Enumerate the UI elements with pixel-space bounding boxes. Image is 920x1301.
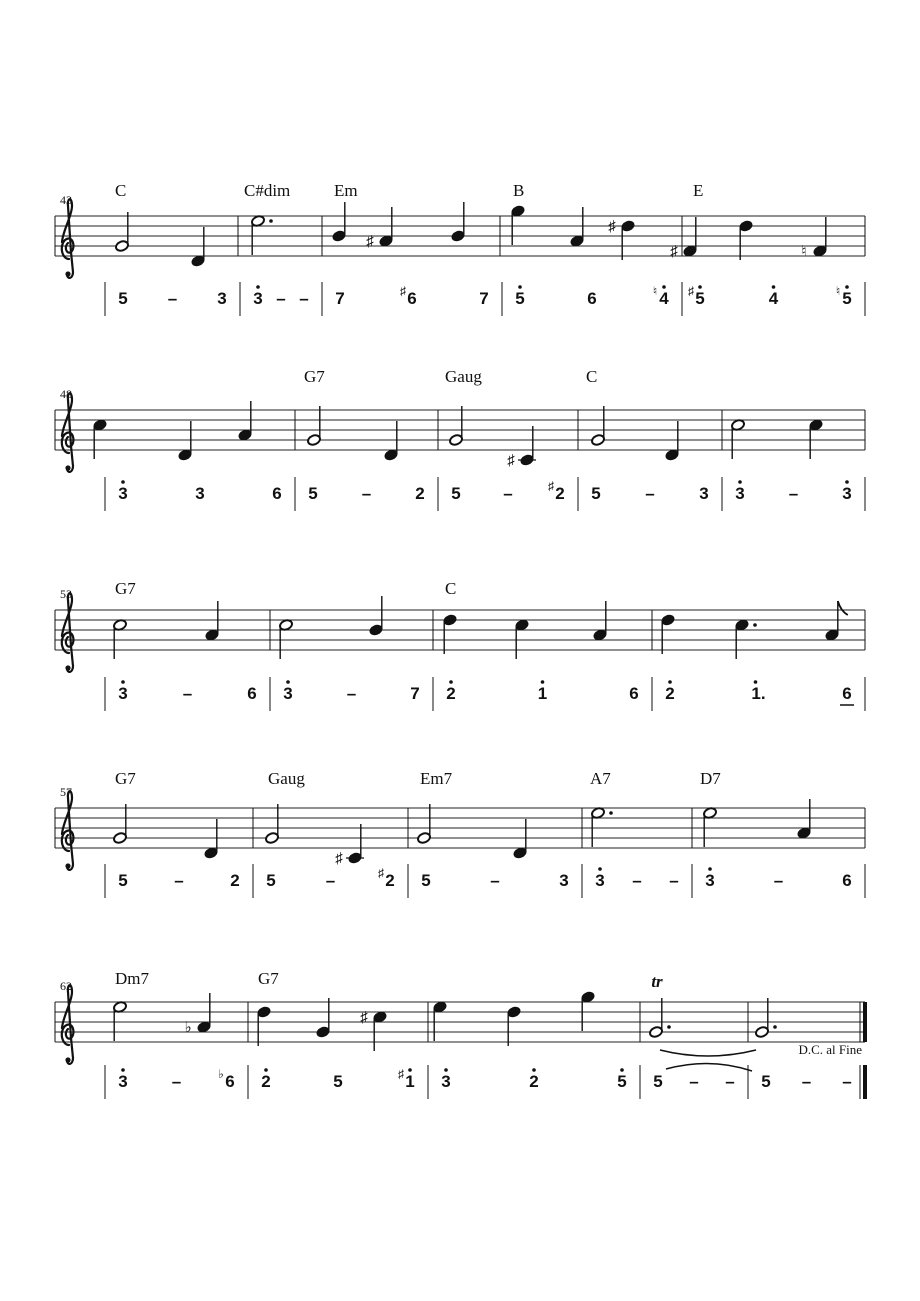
octave-dot [408,1068,412,1072]
note [316,998,331,1038]
octave-dot [662,285,666,289]
jianpu-note: 3 [735,484,745,503]
note [513,819,528,859]
note [335,824,364,867]
note [115,212,130,252]
note [332,202,347,242]
jianpu-note: 2 [385,871,395,890]
accidental-icon: ♯ [366,234,374,250]
treble-clef-path [62,985,74,1064]
octave-dot [708,867,712,871]
jianpu-note: 3 [441,1072,451,1091]
jianpu-note: 4 [768,289,779,308]
octave-dot [598,867,602,871]
octave-dot [668,680,672,684]
note [515,619,530,659]
jianpu-note: 3 [118,1072,128,1091]
accidental-icon: ♯ [507,453,515,469]
accidental-icon: ♯ [608,219,616,235]
treble-clef-dot [65,863,70,868]
note [251,215,273,255]
treble-clef-icon [62,593,74,672]
jianpu-note: 5 [515,289,525,308]
chord-symbol: C [445,579,457,598]
jianpu-note: 6 [225,1072,235,1091]
octave-dot [286,680,290,684]
note [307,406,322,446]
jianpu-note: 3 [283,684,293,703]
tie-arc [660,1050,756,1056]
chord-symbol: Em [334,181,358,200]
jianpu-note: 3 [699,484,709,503]
octave-dot [698,285,702,289]
note [825,601,848,641]
measure-number: 62 [60,979,72,993]
chord-symbol: C#dim [244,181,291,200]
treble-clef-icon [62,393,74,472]
jianpu-note: 5 [421,871,431,890]
jianpu-note: 5 [266,871,276,890]
note [113,1001,128,1041]
jianpu-note: 7 [479,289,489,308]
note [113,619,128,659]
octave-dot [845,285,849,289]
chord-symbol: E [693,181,704,200]
note [443,614,458,654]
accidental-icon: ♭ [184,1020,192,1036]
jianpu-accidental-icon: ♯ [548,479,554,493]
jianpu-note: 3 [195,484,205,503]
jianpu-note: 6 [407,289,417,308]
measure-number: 53 [60,587,72,601]
note [739,220,754,260]
note [809,419,824,459]
jianpu-dash: – [276,289,286,308]
jianpu-dash: – [788,484,799,503]
accidental-icon: ♯ [670,244,678,260]
jianpu-note: 6 [587,289,597,308]
jianpu-note: 6 [842,684,852,703]
note [93,419,108,459]
jianpu-dash: – [171,1072,182,1091]
note [801,217,827,260]
jianpu-note: 5 [308,484,318,503]
augmentation-dot [753,623,757,627]
note [507,1006,522,1046]
octave-dot [264,1068,268,1072]
note [593,601,608,641]
note [205,601,220,641]
jianpu-note: 2 [415,484,425,503]
accidental-icon: ♯ [335,851,343,867]
octave-dot [121,680,125,684]
note [417,804,432,844]
chord-symbol: A7 [590,769,611,788]
note [204,819,219,859]
augmentation-dot [667,1025,671,1029]
note [735,619,757,659]
jianpu-note: 1 [537,684,548,703]
jianpu-accidental-icon: ♯ [688,284,694,298]
note [257,1006,272,1046]
treble-clef-dot [65,465,70,470]
jianpu-note: 7 [410,684,420,703]
note [265,804,280,844]
jianpu-note: 3 [595,871,605,890]
dc-al-fine-label: D.C. al Fine [798,1042,862,1057]
jianpu-note: 7 [335,289,345,308]
note [511,205,526,245]
jianpu-accidental-icon: ♯ [400,284,406,298]
jianpu-note: 5 [617,1072,627,1091]
note [369,596,384,636]
jianpu-note: 6 [247,684,257,703]
accidental-icon: ♯ [360,1010,368,1026]
jianpu-note: 2 [665,684,675,703]
chord-symbol: D7 [700,769,721,788]
note [191,227,206,267]
note [665,421,680,461]
note [366,207,393,250]
measure-number: 48 [60,387,72,401]
note [570,207,585,247]
chord-symbol: G7 [115,579,136,598]
jianpu-note: 4 [659,289,669,308]
jianpu-tie-arc [666,1063,752,1071]
measure-number: 43 [60,193,72,207]
jianpu-accidental-icon: ♯ [378,866,384,880]
jianpu-dash: – [842,1072,852,1091]
chord-symbol: C [115,181,127,200]
note [449,406,464,446]
jianpu-note: 2 [230,871,240,890]
jianpu-note: 5 [118,289,128,308]
note [731,419,746,459]
note [507,426,536,469]
jianpu-note: 6 [842,871,852,890]
jianpu-note: 5 [761,1072,771,1091]
jianpu-dash: – [725,1072,735,1091]
jianpu-dash: – [325,871,336,890]
octave-dot [256,285,260,289]
treble-clef-path [62,199,74,278]
note [238,401,253,441]
augmentation-dot [773,1025,777,1029]
jianpu-note: 6 [629,684,639,703]
jianpu-dash: – [174,871,184,890]
jianpu-dash: – [503,484,513,503]
jianpu-note: 3 [559,871,569,890]
jianpu-note: 3 [118,684,128,703]
note [384,421,399,461]
jianpu-accidental-icon: ♮ [835,284,841,298]
jianpu-dash: – [773,871,784,890]
chord-symbol: Gaug [268,769,305,788]
octave-dot [845,480,849,484]
note [608,219,635,260]
jianpu-note: 2 [555,484,565,503]
augmentation-dot [609,811,613,815]
jianpu-note: 2 [529,1072,539,1091]
jianpu-note: 5 [451,484,461,503]
jianpu-dash: – [167,289,178,308]
augmentation-dot [269,219,273,223]
note [591,807,613,847]
octave-dot [754,680,758,684]
note [184,993,211,1036]
note [591,406,606,446]
jianpu-dash: – [490,871,500,890]
jianpu-note: 5 [118,871,128,890]
treble-clef-path [62,593,74,672]
note [670,217,697,260]
chord-symbol: G7 [304,367,325,386]
trill-mark: tr [651,972,663,991]
treble-clef-dot [65,271,70,276]
jianpu-note: 1 [405,1072,415,1091]
note [113,804,128,844]
jianpu-dash: – [689,1072,699,1091]
jianpu-note: 3 [118,484,128,503]
octave-dot [449,680,453,684]
octave-dot [532,1068,536,1072]
chord-symbol: G7 [258,969,279,988]
chord-symbol: B [513,181,525,200]
jianpu-dash: – [346,684,357,703]
jianpu-dash: – [645,484,655,503]
jianpu-dash: – [182,684,193,703]
jianpu-dash: – [669,871,679,890]
note [661,614,676,654]
jianpu-dash: – [632,871,642,890]
accidental-icon: ♮ [801,244,807,260]
jianpu-note: 6 [272,484,282,503]
octave-dot [444,1068,448,1072]
jianpu-note: 3 [705,871,715,890]
jianpu-dash: – [299,289,309,308]
chord-symbol: G7 [115,769,136,788]
note [360,1010,387,1051]
octave-dot [121,480,125,484]
chord-symbol: Gaug [445,367,482,386]
measure-number: 57 [60,785,72,799]
treble-clef-dot [65,665,70,670]
jianpu-note: 5 [842,289,852,308]
note-flag [838,601,848,615]
note [433,1001,448,1041]
jianpu-dash: – [361,484,372,503]
treble-clef-path [62,393,74,472]
octave-dot [772,285,776,289]
jianpu-note: 5 [591,484,601,503]
treble-clef-icon [62,791,74,870]
treble-clef-path [62,791,74,870]
jianpu-dash: – [801,1072,812,1091]
jianpu-note: 5 [695,289,705,308]
jianpu-accidental-icon: ♮ [652,284,658,298]
note [581,991,596,1031]
octave-dot [121,1068,125,1072]
jianpu-note: 2 [446,684,456,703]
treble-clef-icon [62,199,74,278]
note [279,619,294,659]
jianpu-note: 5 [333,1072,343,1091]
treble-clef-dot [65,1057,70,1062]
jianpu-accidental-icon: ♯ [398,1067,404,1081]
chord-symbol: Em7 [420,769,453,788]
jianpu-accidental-icon: ♭ [218,1067,224,1081]
octave-dot [738,480,742,484]
note [703,807,718,847]
chord-symbol: Dm7 [115,969,149,988]
note [797,799,812,839]
octave-dot [620,1068,624,1072]
jianpu-note: 3 [253,289,263,308]
treble-clef-icon [62,985,74,1064]
jianpu-note: 5 [653,1072,663,1091]
jianpu-note: 3 [217,289,227,308]
jianpu-note: 1. [751,684,766,703]
jianpu-note: 2 [261,1072,271,1091]
octave-dot [518,285,522,289]
chord-symbol: C [586,367,598,386]
octave-dot [541,680,545,684]
note [451,202,466,242]
jianpu-note: 3 [842,484,852,503]
note [178,421,193,461]
